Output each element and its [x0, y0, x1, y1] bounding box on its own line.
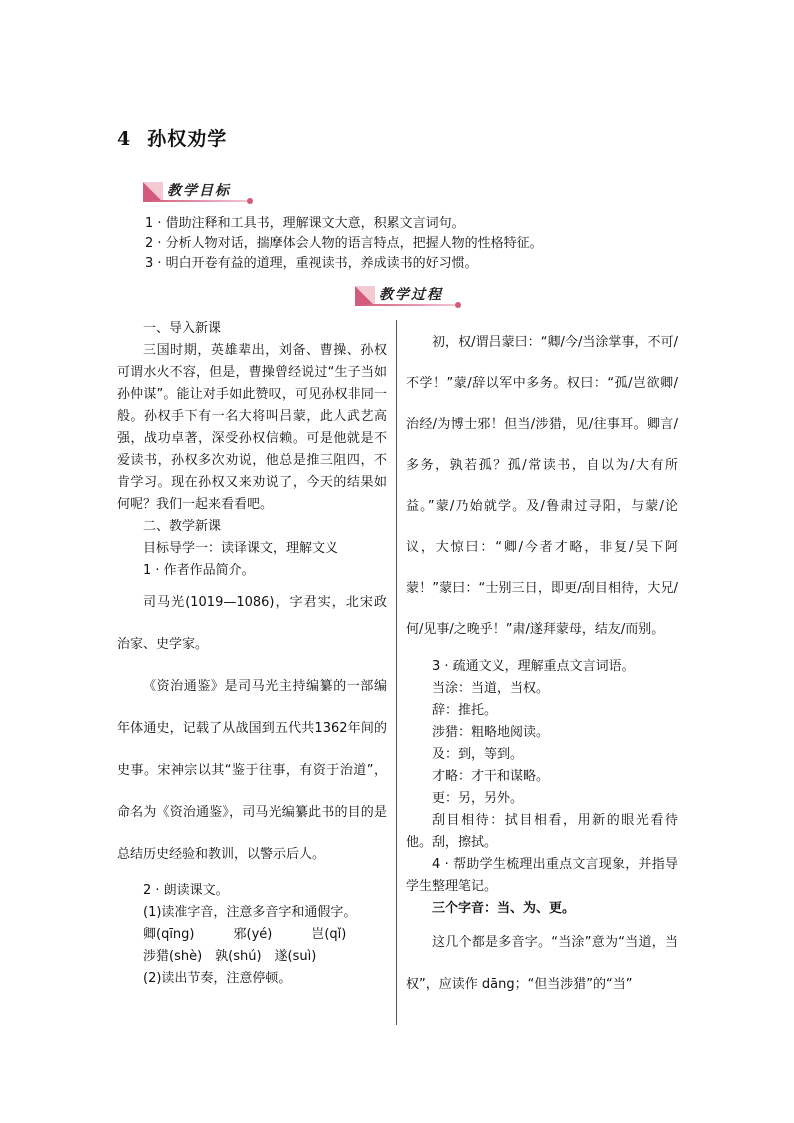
definition-item: 及：到，等到。 — [432, 747, 524, 762]
section-heading-intro: 一、导入新课 — [143, 321, 222, 336]
definition-item: 涉猎：粗略地阅读。 — [432, 725, 550, 740]
goal-item: 1 · 借助注释和工具书，理解课文大意，积累文言词句。 — [145, 216, 465, 231]
lesson-name: 孙权劝学 — [147, 128, 228, 150]
corner-ribbon-icon — [355, 286, 375, 306]
heading-dot — [455, 302, 461, 308]
heading-dot — [247, 198, 253, 204]
definition-item: 辞：推托。 — [432, 703, 498, 718]
target-guide: 目标导学一：读译课文，理解文义 — [143, 541, 339, 556]
right-column — [406, 322, 678, 1006]
left-column — [117, 318, 387, 990]
goal-item: 2 · 分析人物对话，揣摩体会人物的语言特点，把握人物的性格特征。 — [145, 236, 543, 251]
heteronym-heading: 三个字音：当、为、更。 — [432, 901, 576, 916]
passage-block — [406, 322, 678, 650]
process-heading — [355, 284, 463, 308]
lesson-number: 4 — [117, 128, 132, 150]
lesson-title — [117, 124, 227, 151]
heteronym-explain: 这几个都是多音字。“当涂”意为“当道，当权”，应读作 dāng；“但当涉猎”的“当” — [406, 935, 678, 992]
item-author-intro: 1 · 作者作品简介。 — [143, 563, 255, 578]
goals-list — [145, 214, 543, 274]
definition-item: 更：另，另外。 — [432, 791, 524, 806]
goals-heading — [143, 180, 255, 204]
author-paragraph: 司马光(1019—1086)，字君实，北宋政治家、史学家。 — [117, 595, 387, 652]
pronunciation-row: 卿(qīng) 邪(yé) 岂(qǐ) — [143, 927, 347, 942]
sub-rhythm: (2)读出节奏，注意停顿。 — [143, 971, 292, 986]
definition-guamu: 刮目相待：拭目相看，用新的眼光看待他。刮，擦拭。 — [406, 813, 678, 850]
definition-item: 当涂：当道，当权。 — [432, 681, 550, 696]
sub-pronunciation: (1)读准字音，注意多音字和通假字。 — [143, 905, 357, 920]
item-notes: 4 · 帮助学生梳理出重点文言现象，并指导学生整理笔记。 — [406, 857, 678, 894]
corner-ribbon-icon — [143, 182, 163, 202]
work-paragraph: 《资治通鉴》是司马光主持编纂的一部编年体通史，记载了从战国到五代共1362年间的史事。宋神宗以其“鉴于往事，有资于治道”，命名为《资治通鉴》，司马光编纂此书的目的是总结历史经验和教训，以警示后人。 — [117, 679, 387, 862]
section-heading-new: 二、教学新课 — [143, 519, 222, 534]
item-reading: 2 · 朗读课文。 — [143, 883, 229, 898]
passage-text: 初，权/谓吕蒙曰：“卿/今/当涂掌事，不可/不学！”蒙/辞以军中多务。权曰：“孤/岂欲卿/治经/为博士邪！但当/涉猎，见/往事耳。卿言/多务，孰若孤？孤/常读书，自以为/大有所益。”蒙/乃始就学。及/鲁肃过寻阳，与蒙/论议，大惊曰：“卿/今者才略，非复/吴下阿蒙！”蒙曰：“士别三日，即更/刮目相待，大兄/何/见事/之晚乎！”肃/遂拜蒙母，结友/而别。 — [406, 335, 678, 637]
pronunciation-row: 涉猎(shè) 孰(shú) 遂(suì) — [143, 949, 317, 964]
goal-item: 3 · 明白开卷有益的道理，重视读书，养成读书的好习惯。 — [145, 256, 478, 271]
goals-heading-label: 教学目标 — [167, 183, 231, 199]
heading-underline — [359, 304, 459, 306]
definition-item: 才略：才干和谋略。 — [432, 769, 550, 784]
column-divider — [396, 320, 397, 1025]
process-heading-label: 教学过程 — [379, 287, 443, 303]
author-block — [117, 582, 387, 876]
explain-block — [406, 922, 678, 1006]
item-vocab: 3 · 疏通文义，理解重点文言词语。 — [432, 659, 635, 674]
intro-paragraph: 三国时期，英雄辈出，刘备、曹操、孙权可谓水火不容，但是，曹操曾经说过“生子当如孙仲谋”。能让对手如此赞叹，可见孙权非同一般。孙权手下有一名大将叫吕蒙，此人武艺高强，战功卓著，深受孙权信赖。可是他就是不爱读书，孙权多次劝说，他总是推三阻四，不肯学习。现在孙权又来劝说了，今天的结果如何呢？我们一起来看看吧。 — [117, 343, 387, 512]
heading-underline — [147, 200, 251, 202]
